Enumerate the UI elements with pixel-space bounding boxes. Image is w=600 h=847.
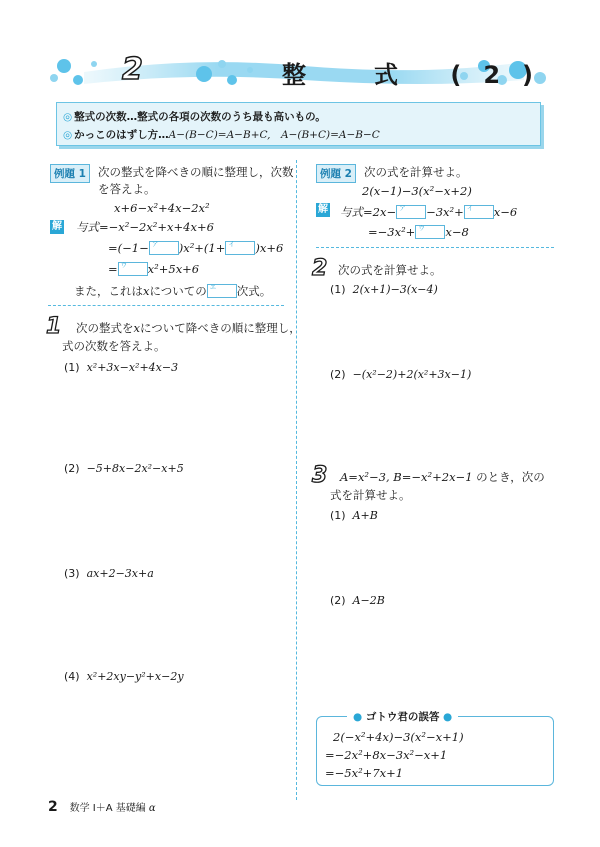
problem2-item2 (330, 368, 471, 381)
sol-text: 次式。 (236, 284, 272, 298)
key-separator: … (126, 111, 138, 123)
sol-text: =(−1− (108, 241, 149, 255)
example2-expression: 2(x−1)−3(x²−x+2) (362, 184, 472, 198)
item-expression: ax+2−3x+a (86, 567, 154, 580)
blank-i[interactable] (464, 205, 494, 219)
bullet-icon: ◎ (63, 129, 73, 141)
example1-label: 例題 1 (50, 164, 90, 183)
prompt-expression: A=x²−3, B=−x²+2x−1 (340, 470, 473, 484)
problem3-number: 3 (312, 463, 328, 488)
item-number: (3) (64, 567, 80, 580)
item-expression: −5+8x−2x²−x+5 (86, 462, 184, 475)
problem1-item3 (64, 567, 154, 580)
problem1-item1 (64, 361, 178, 374)
example1-prompt-line1: 次の整式を降べきの順に整理し，次数 (98, 165, 294, 179)
item-number: (2) (330, 368, 346, 381)
example1-solution-line3 (108, 262, 199, 276)
sol-text: 与式=2x− (340, 205, 397, 219)
key-text: 整式の各項の次数のうち最も高いもの。 (137, 111, 326, 123)
blank-e[interactable] (207, 284, 237, 298)
chapter-header (44, 46, 554, 98)
example1-solution-line1: 与式=−x²−2x²+x+4x+6 (76, 220, 214, 234)
column-divider (296, 160, 297, 800)
dot-icon: ● (442, 711, 453, 723)
example2-solution-label: 解 (318, 204, 328, 215)
sol-text: =−3x²+ (368, 225, 416, 239)
blank-label: イ (228, 240, 235, 248)
prompt-text: 次の整式を (76, 321, 134, 335)
problem1-prompt-line2: 式の次数を答えよ。 (62, 339, 166, 353)
blank-label: ウ (120, 261, 128, 269)
example1-solution-line4 (74, 284, 271, 298)
blank-u[interactable] (118, 262, 148, 276)
item-expression: x²+3x−x²+4x−3 (86, 361, 179, 374)
item-number: (4) (64, 670, 80, 683)
example2-solution-line1 (340, 205, 517, 219)
prompt-var: x (133, 321, 140, 335)
example2-solution-line2 (368, 225, 469, 239)
problem2-number: 2 (312, 256, 328, 281)
sol-text: x²+5x+6 (147, 262, 200, 276)
sol-text: また，これは (74, 284, 143, 298)
page-number: 2 (48, 799, 58, 815)
problem1-number: 1 (46, 314, 62, 339)
book-edition: α (148, 803, 156, 814)
item-number: (2) (64, 462, 80, 475)
item-expression: A−2B (352, 594, 385, 607)
sol-text: = (108, 262, 118, 276)
blank-label: イ (466, 204, 474, 212)
dot-icon: ● (353, 711, 363, 723)
item-expression: −(x²−2)+2(x²+3x−1) (352, 368, 472, 381)
key-term: かっこのはずし方 (74, 129, 159, 141)
example2-label: 例題 2 (316, 164, 356, 183)
item-expression: A+B (352, 509, 378, 522)
key-point-degree (63, 109, 326, 124)
blank-label: エ (209, 283, 217, 291)
item-expression: 2(x+1)−3(x−4) (352, 283, 438, 296)
blank-i[interactable] (225, 241, 255, 255)
section-divider-left (48, 305, 284, 306)
blank-a[interactable] (149, 241, 179, 255)
blank-label: ア (399, 204, 406, 212)
problem1-item4 (64, 670, 184, 683)
chapter-title: 整 式 (2) (282, 61, 555, 89)
example1-expression: x+6−x²+4x−2x² (114, 201, 210, 215)
problem1-item2 (64, 462, 184, 475)
book-title (70, 803, 156, 814)
error-title-text: ゴトウ君の誤答 (365, 711, 440, 723)
problem3-prompt-line2: 式を計算せよ。 (330, 488, 411, 502)
example2-prompt: 次の式を計算せよ。 (364, 165, 468, 179)
item-number: (2) (330, 594, 346, 607)
example1-solution-line2 (108, 241, 283, 255)
goto-error-line1: 2(−x²+4x)−3(x²−x+1) (333, 730, 464, 744)
problem3-item2 (330, 594, 385, 607)
problem1-prompt-line1 (76, 323, 301, 335)
sol-text: )x+6 (255, 241, 284, 255)
key-points-box (56, 102, 541, 146)
goto-error-title (347, 709, 458, 724)
item-number: (1) (64, 361, 80, 374)
blank-label: ア (151, 240, 159, 248)
prompt-text: について降べきの順に整理し， (140, 321, 301, 335)
blank-u[interactable] (415, 225, 445, 239)
bullet-icon: ◎ (63, 111, 73, 123)
page-footer (48, 799, 156, 815)
problem3-item1 (330, 509, 378, 522)
sol-text: )x²+(1+ (178, 241, 226, 255)
sol-text: x−8 (445, 225, 469, 239)
problem2-item1 (330, 283, 438, 296)
problem2-prompt: 次の式を計算せよ。 (338, 263, 442, 277)
blank-a[interactable] (396, 205, 426, 219)
goto-error-line2: =−2x²+8x−3x²−x+1 (325, 748, 448, 762)
item-number: (1) (330, 283, 346, 296)
example1-prompt-line2: を答えよ。 (98, 182, 156, 196)
sol-text: についての (149, 284, 207, 298)
prompt-text: のとき，次の (476, 470, 545, 484)
key-point-parentheses (63, 127, 380, 142)
key-formula: A−(B−C)=A−B+C, A−(B+C)=A−B−C (168, 129, 380, 141)
goto-error-box (316, 711, 554, 786)
key-term: 整式の次数 (74, 111, 127, 123)
item-expression: x²+2xy−y²+x−2y (86, 670, 184, 683)
item-number: (1) (330, 509, 346, 522)
key-separator: … (158, 129, 169, 141)
sol-text: −3x²+ (426, 205, 464, 219)
book-name: 数学 I＋A 基礎編 (69, 803, 146, 814)
problem3-prompt-line1 (340, 472, 545, 484)
chapter-number: 2 (122, 52, 143, 87)
goto-error-line3: =−5x²+7x+1 (325, 766, 404, 780)
example1-solution-label: 解 (52, 221, 62, 232)
blank-label: ウ (418, 224, 425, 232)
sol-text: x−6 (493, 205, 518, 219)
sol-var: x (143, 284, 150, 298)
section-divider-right (316, 247, 554, 248)
